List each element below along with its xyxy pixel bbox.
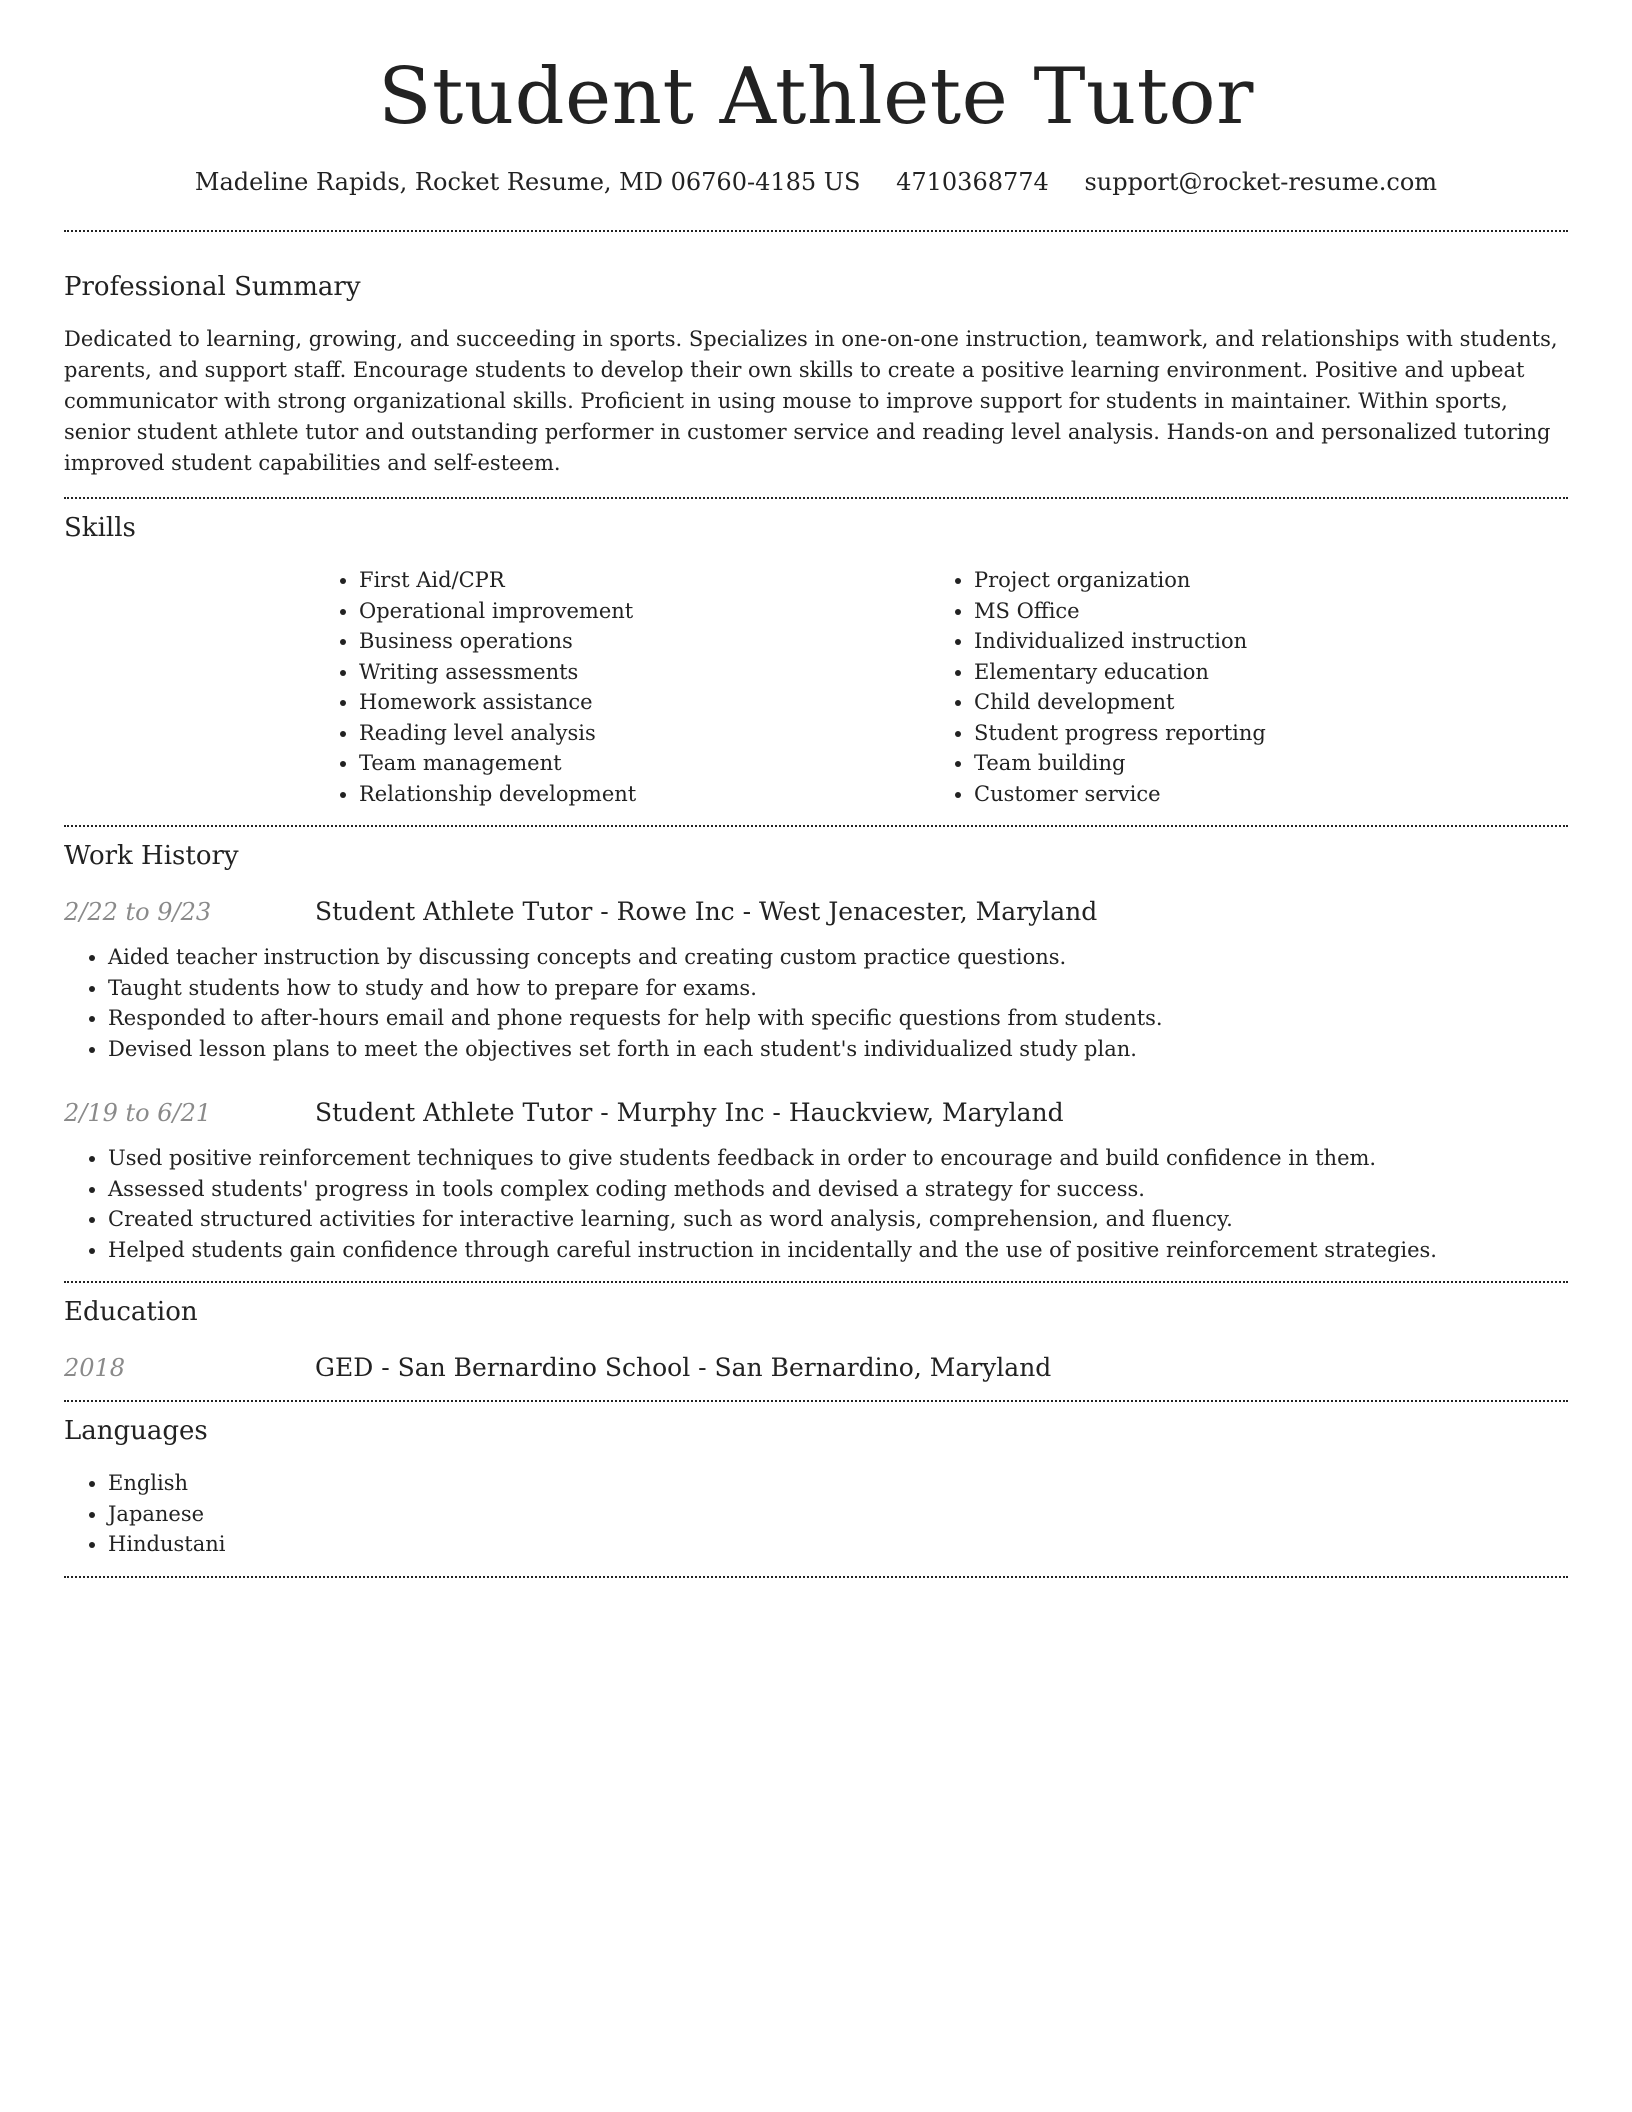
education-heading-text: GED - San Bernardino School - San Bernardino, Maryland — [315, 1353, 1052, 1382]
job-bullet: • Helped students gain confidence through careful instruction in incidentally and the use of positive reinforcement strategies. — [108, 1235, 1568, 1266]
skill-item: • Student progress reporting — [974, 718, 1545, 749]
skill-item: • Individualized instruction — [974, 626, 1545, 657]
language-item: • English — [108, 1468, 1568, 1499]
skill-item: • Customer service — [974, 779, 1545, 810]
contact-address: Madeline Rapids, Rocket Resume, MD 06760-4185 US — [194, 168, 861, 196]
skill-item: • Relationship development — [359, 779, 930, 810]
skill-item: • Elementary education — [974, 657, 1545, 688]
job-header — [64, 1098, 1568, 1127]
job-bullet: • Assessed students' progress in tools complex coding methods and devised a strategy for success. — [108, 1174, 1568, 1205]
summary-heading: Professional Summary — [64, 272, 361, 302]
skill-item: • Project organization — [974, 565, 1545, 596]
job-dates: 2/19 to 6/21 — [64, 1099, 212, 1127]
resume-name: Student Athlete Tutor — [378, 52, 1254, 142]
skills-section — [64, 513, 1568, 809]
skill-item: • Writing assessments — [359, 657, 930, 688]
skill-item: • MS Office — [974, 596, 1545, 627]
divider — [64, 497, 1568, 499]
language-item: • Hindustani — [108, 1529, 1568, 1560]
contact-line — [64, 168, 1568, 196]
skills-list-left — [315, 565, 930, 809]
job-entry — [64, 897, 1568, 1064]
job-bullet: • Responded to after-hours email and phone requests for help with specific questions from students. — [108, 1003, 1568, 1034]
education-year: 2018 — [64, 1354, 126, 1382]
summary-text: Dedicated to learning, growing, and succeeding in sports. Specializes in one-on-one instruction, teamwork, and relationships with students, parents, and support staff. Encourage students to develop their own skills to create a positive learning environment. Positive and upbeat communicator with strong organizational skills. Proficient in using mouse to improve support for students in maintainer. Within sports, senior student athlete tutor and outstanding performer in customer service and reading level analysis. Hands-on and personalized tutoring improved student capabilities and self-esteem. — [64, 327, 1558, 475]
work-history-heading: Work History — [64, 841, 239, 871]
divider — [64, 1281, 1568, 1283]
job-bullet: • Created structured activities for interactive learning, such as word analysis, comprehension, and fluency. — [108, 1204, 1568, 1235]
summary-section — [64, 272, 1568, 479]
work-history-section — [64, 841, 1568, 1265]
job-heading: Student Athlete Tutor - Rowe Inc - West Jenacester, Maryland — [315, 897, 1098, 926]
job-bullets — [64, 942, 1568, 1064]
languages-list — [64, 1468, 1568, 1560]
skills-list-right — [930, 565, 1545, 809]
languages-section — [64, 1416, 1568, 1560]
job-bullet: • Taught students how to study and how to prepare for exams. — [108, 973, 1568, 1004]
job-header — [64, 897, 1568, 926]
skills-grid — [315, 565, 1568, 809]
skill-item: • Homework assistance — [359, 687, 930, 718]
job-bullet: • Aided teacher instruction by discussing concepts and creating custom practice questions. — [108, 942, 1568, 973]
skill-item: • Business operations — [359, 626, 930, 657]
contact-email: support@rocket-resume.com — [1084, 168, 1438, 196]
languages-heading: Languages — [64, 1416, 208, 1446]
skills-heading: Skills — [64, 513, 136, 543]
skill-item: • Child development — [974, 687, 1545, 718]
skill-item: • Team building — [974, 748, 1545, 779]
skill-item: • Reading level analysis — [359, 718, 930, 749]
education-heading: Education — [64, 1297, 198, 1327]
education-section — [64, 1297, 1568, 1382]
job-bullet: • Devised lesson plans to meet the objectives set forth in each student's individualized study plan. — [108, 1034, 1568, 1065]
skill-item: • First Aid/CPR — [359, 565, 930, 596]
contact-phone: 4710368774 — [896, 168, 1049, 196]
skill-item: • Team management — [359, 748, 930, 779]
divider — [64, 825, 1568, 827]
job-bullet: • Used positive reinforcement techniques to give students feedback in order to encourage and build confidence in them. — [108, 1143, 1568, 1174]
divider — [64, 1400, 1568, 1402]
skill-item: • Operational improvement — [359, 596, 930, 627]
job-bullets — [64, 1143, 1568, 1265]
divider — [64, 230, 1568, 232]
job-dates: 2/22 to 9/23 — [64, 898, 212, 926]
job-entry — [64, 1098, 1568, 1265]
language-item: • Japanese — [108, 1499, 1568, 1530]
education-entry — [64, 1353, 1568, 1382]
job-heading: Student Athlete Tutor - Murphy Inc - Hauckview, Maryland — [315, 1098, 1064, 1127]
divider — [64, 1576, 1568, 1578]
